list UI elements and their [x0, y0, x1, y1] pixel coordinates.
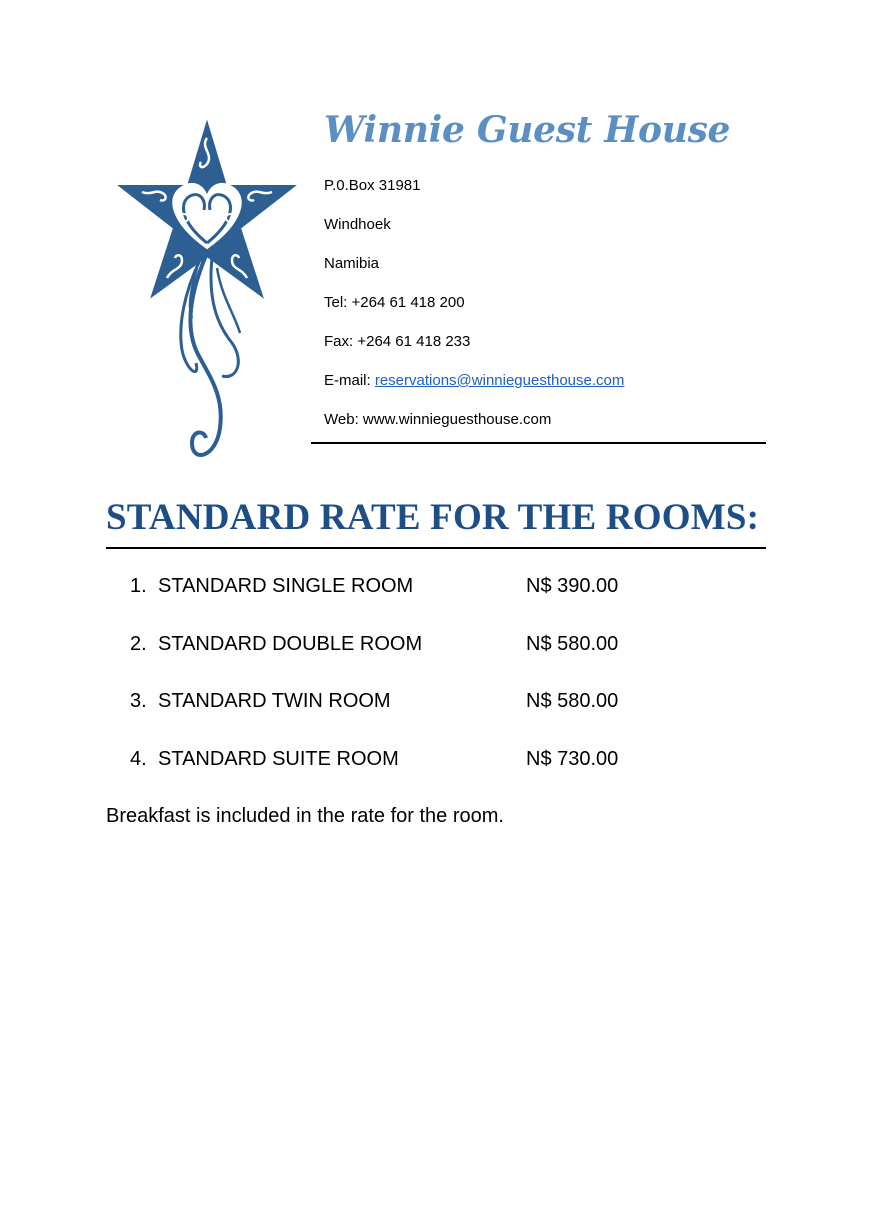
list-item [130, 570, 730, 628]
business-name: Winnie Guest House [324, 109, 731, 151]
room-name: STANDARD TWIN ROOM [158, 690, 391, 712]
item-number: 4. [130, 747, 147, 770]
star-heart-logo-icon [112, 118, 302, 478]
breakfast-note: Breakfast is included in the rate for the room. [106, 805, 504, 827]
room-name: STANDARD SUITE ROOM [158, 747, 399, 770]
item-number: 2. [130, 632, 147, 655]
room-price: N$ 390.00 [526, 575, 619, 597]
list-item [130, 628, 730, 686]
room-price: N$ 730.00 [526, 747, 619, 770]
rates-heading: STANDARD RATE FOR THE ROOMS: [106, 497, 760, 538]
item-number: 1. [130, 575, 147, 597]
website: Web: www.winnieguesthouse.com [324, 411, 552, 428]
room-name: STANDARD SINGLE ROOM [158, 575, 414, 597]
country: Namibia [324, 255, 380, 272]
room-price: N$ 580.00 [526, 690, 619, 712]
telephone: Tel: +264 61 418 200 [324, 294, 465, 311]
rate-list [130, 570, 730, 800]
email-link[interactable]: reservations@winnieguesthouse.com [374, 372, 625, 389]
header-divider [311, 442, 766, 444]
email-label: E-mail: [324, 372, 375, 389]
rates-divider [106, 547, 766, 549]
item-number: 3. [130, 690, 147, 712]
city: Windhoek [324, 216, 391, 233]
address-block [324, 104, 730, 439]
list-item [130, 685, 730, 743]
po-box: P.0.Box 31981 [324, 177, 421, 194]
room-price: N$ 580.00 [526, 632, 619, 655]
fax: Fax: +264 61 418 233 [324, 333, 471, 350]
email-line [324, 361, 730, 400]
room-name: STANDARD DOUBLE ROOM [158, 632, 423, 655]
list-item [130, 743, 730, 801]
